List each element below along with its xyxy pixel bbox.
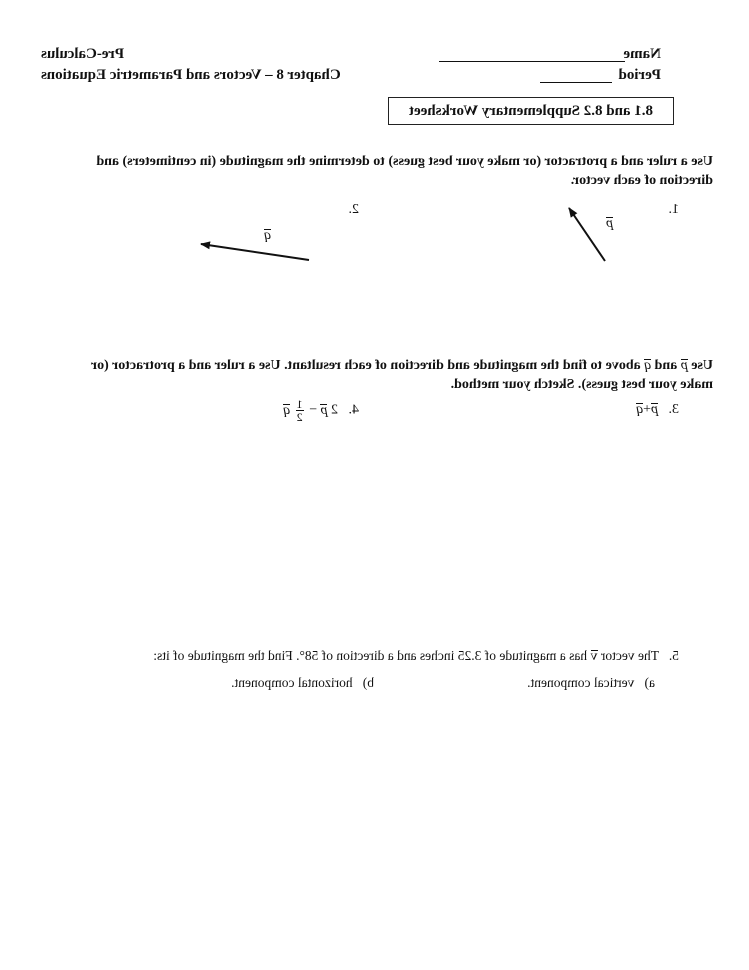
one-half-fraction: $\frac{1}{2}$: [296, 397, 303, 424]
question-5b: b) horizontal component.: [231, 675, 374, 690]
period-label: Period: [618, 67, 661, 83]
question-3: 3. p+ q: [636, 402, 679, 417]
question-1-number: 1.: [668, 202, 679, 217]
section2-instructions: Use p and q above to find the magnitude and direction of each resultant. Use a ruler and a protractor (or make your best guess). Sketch your method.: [91, 358, 713, 392]
vector-q-arrow: [201, 244, 309, 260]
course-title: Pre-Calculus: [41, 46, 125, 62]
question-2-number: 2.: [348, 202, 359, 217]
vector-p-label: p: [606, 216, 613, 231]
vector-q-label: q: [264, 228, 271, 243]
vector-p-arrow: [569, 208, 605, 261]
section1-instructions: Use a ruler and a protractor (or make your best guess) to determine the magnitude (in centimeters) and direction of each vector.: [96, 154, 713, 188]
question-4: 4. 2 p − $\frac{1}{2}$ q: [283, 397, 359, 424]
name-label: Name: [623, 46, 661, 62]
question-3-number: 3.: [668, 402, 679, 417]
question-4-number: 4.: [348, 402, 359, 418]
worksheet-title-text: 8.1 and 8.2 Supplementary Worksheet: [409, 102, 653, 119]
chapter-title: Chapter 8 – Vectors and Parametric Equations: [41, 67, 341, 83]
question-5-number: 5.: [668, 648, 679, 663]
question-5: 5. The vector v has a magnitude of 3.25 inches and a direction of 58°. Find the magnitude of its:: [153, 648, 679, 664]
question-5a: a) vertical component.: [527, 675, 655, 690]
